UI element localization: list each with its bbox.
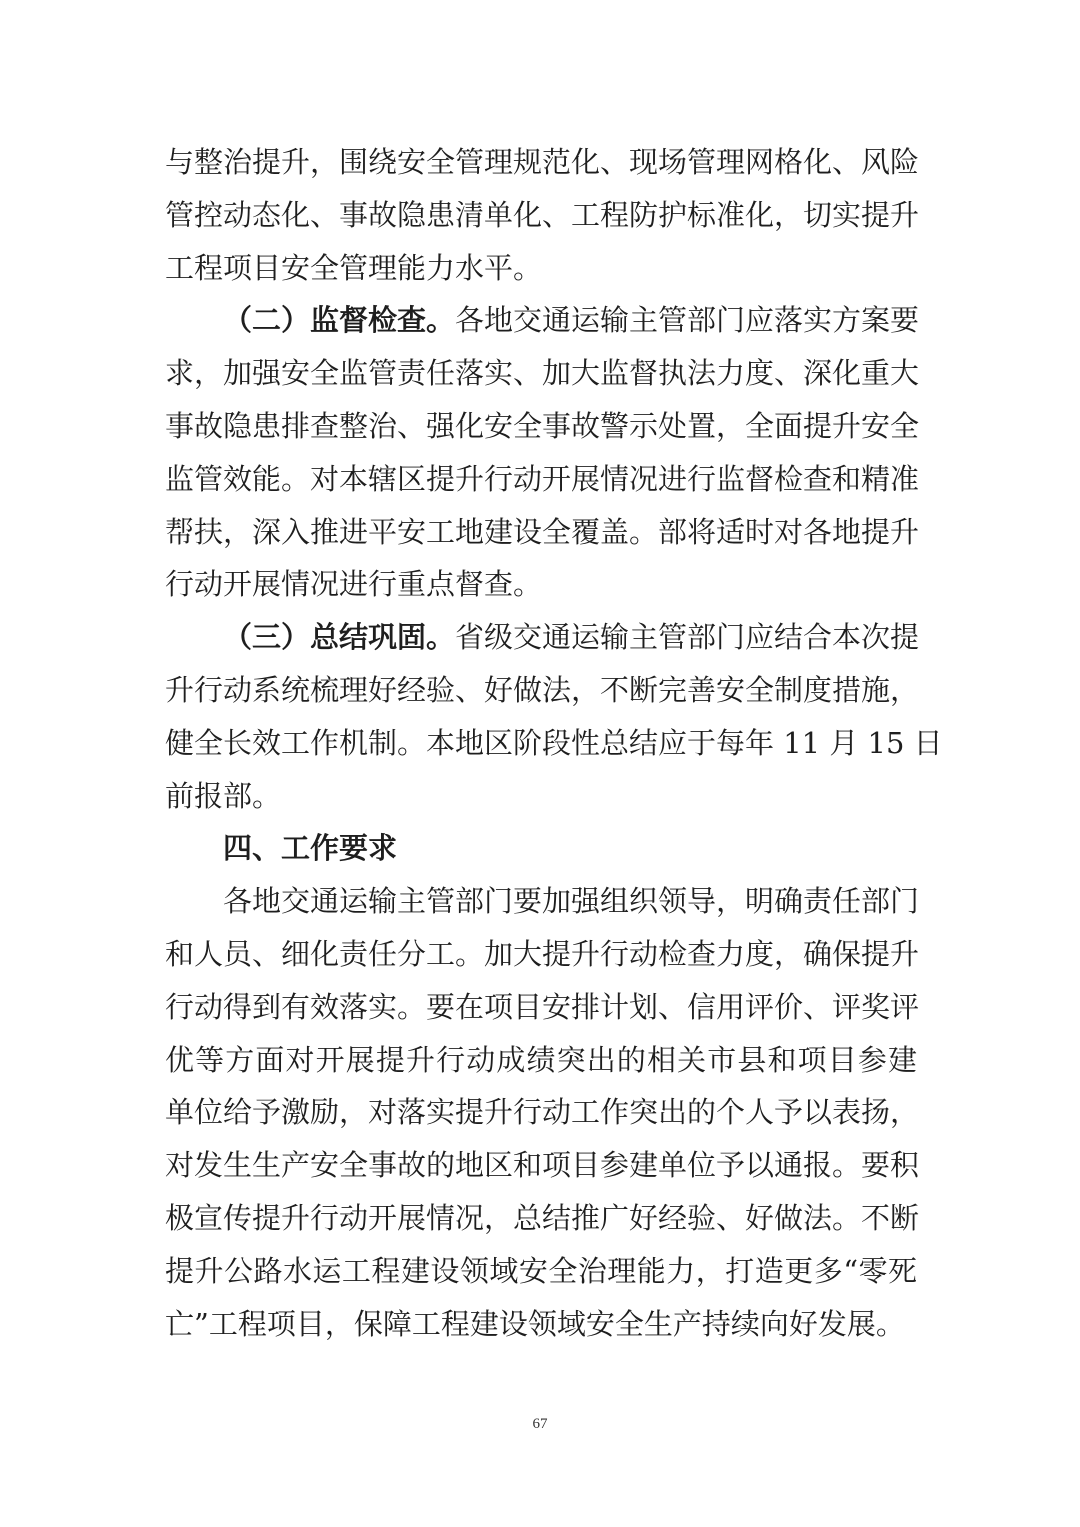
- text-line: [165, 294, 920, 347]
- text-line: [165, 400, 920, 453]
- text-line: [165, 1298, 917, 1351]
- section-heading: [165, 822, 917, 875]
- text-line: [165, 981, 920, 1034]
- subsection-title: （三）总结巩固。: [223, 620, 456, 655]
- text-line: [165, 928, 920, 981]
- text-line: [165, 822, 917, 875]
- line-text: 求，加强安全监管责任落实、加大监督执法力度、深化重大: [165, 356, 920, 391]
- text-line: [165, 558, 917, 611]
- page-number: 67: [532, 1416, 548, 1432]
- line-text: 前报部。: [165, 778, 282, 813]
- line-text: 升行动系统梳理好经验、好做法，不断完善安全制度措施，: [165, 672, 920, 707]
- paragraph: [165, 611, 943, 822]
- text-line: [165, 136, 920, 189]
- heading-text: 四、工作要求: [223, 831, 398, 866]
- line-text: 行动得到有效落实。要在项目安排计划、信用评价、评奖评: [165, 989, 920, 1024]
- line-text: 对发生生产安全事故的地区和项目参建单位予以通报。要积: [165, 1148, 920, 1183]
- text-line: [165, 1034, 917, 1087]
- line-text: 帮扶，深入推进平安工地建设全覆盖。部将适时对各地提升: [165, 514, 920, 549]
- paragraph: [165, 136, 920, 294]
- text-line: [165, 770, 917, 823]
- subsection-title: （二）监督检查。: [223, 303, 456, 338]
- text-line: [165, 506, 920, 559]
- line-text: 事故隐患排查整治、强化安全事故警示处置，全面提升安全: [165, 408, 920, 443]
- line-text: 省级交通运输主管部门应结合本次提: [455, 620, 920, 655]
- line-text: 优等方面对开展提升行动成绩突出的相关市县和项目参建: [165, 1042, 917, 1077]
- line-text: 行动开展情况进行重点督查。: [165, 567, 543, 602]
- text-line: [165, 611, 920, 664]
- paragraph: [165, 294, 920, 611]
- text-line: [165, 189, 920, 242]
- text-line: [165, 1245, 917, 1298]
- text-line: [165, 242, 917, 295]
- line-text: 管控动态化、事故隐患清单化、工程防护标准化，切实提升: [165, 197, 920, 232]
- line-text: 健全长效工作机制。本地区阶段性总结应于每年 11 月 15 日: [165, 725, 943, 760]
- line-text: 和人员、细化责任分工。加大提升行动检查力度，确保提升: [165, 936, 920, 971]
- line-text: 各地交通运输主管部门要加强组织领导，明确责任部门: [223, 884, 920, 919]
- text-line: [165, 717, 943, 770]
- line-text: 亡”工程项目，保障工程建设领域安全生产持续向好发展。: [165, 1306, 905, 1341]
- line-text: 极宣传提升行动开展情况，总结推广好经验、好做法。不断: [165, 1200, 920, 1235]
- text-line: [165, 1086, 920, 1139]
- line-text: 各地交通运输主管部门应落实方案要: [455, 303, 920, 338]
- line-text: 监管效能。对本辖区提升行动开展情况进行监督检查和精准: [165, 461, 920, 496]
- line-text: 单位给予激励，对落实提升行动工作突出的个人予以表扬，: [165, 1095, 920, 1130]
- document-body: [165, 136, 943, 1350]
- text-line: [165, 1139, 920, 1192]
- text-line: [165, 1192, 920, 1245]
- line-text: 工程项目安全管理能力水平。: [165, 250, 543, 285]
- paragraph: [165, 875, 920, 1350]
- line-text: 提升公路水运工程建设领域安全治理能力，打造更多“零死: [165, 1253, 917, 1288]
- line-text: 与整治提升，围绕安全管理规范化、现场管理网格化、风险: [165, 145, 920, 179]
- text-line: [165, 347, 920, 400]
- text-line: [165, 875, 920, 928]
- text-line: [165, 664, 920, 717]
- text-line: [165, 453, 920, 506]
